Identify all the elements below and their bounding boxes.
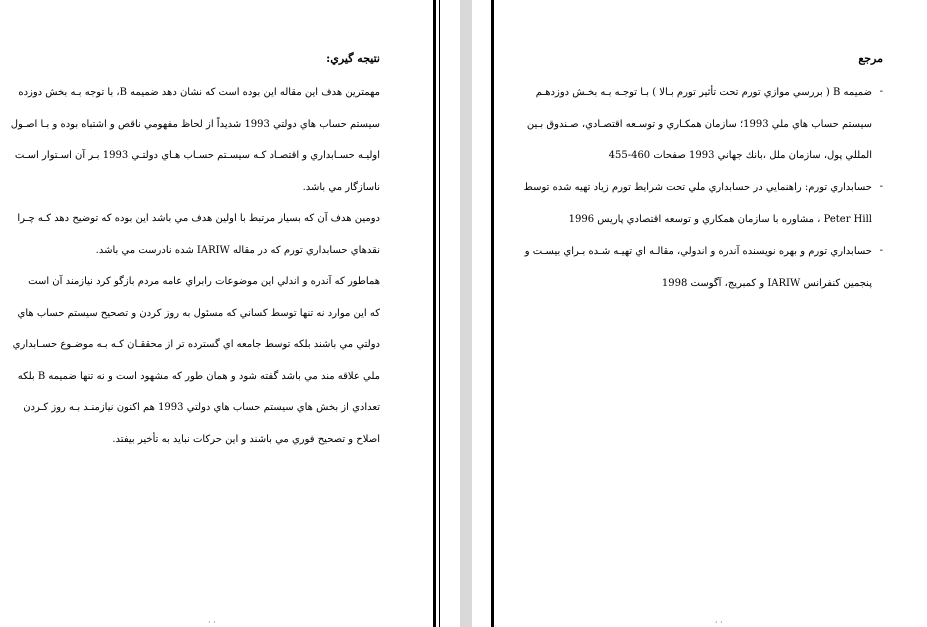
conclusion-heading: نتيجه گيري: bbox=[326, 52, 380, 65]
conclusion-line: كه اين موارد نه تنها توسط كساني كه مسئول به روز كردن و تصحيح سيستم حساب هاي bbox=[17, 307, 380, 319]
reference-item bbox=[524, 236, 872, 299]
conclusion-line: ملي علاقه مند مي باشد گفته شود و همان طور كه مشهود است و نه تنها ضميمه B بلكه bbox=[17, 370, 380, 382]
conclusion-line: هماطور كه آندره و اندلي اين موضوعات رابراي عامه مردم بازگو كرد نيازمند آن است bbox=[28, 276, 380, 287]
reference-line: سيستم حساب هاي ملي 1993؛ سازمان همكـاري و توسـعه اقتصـادي، صـندوق بـين bbox=[526, 118, 872, 130]
conclusion-line: اصلاح و تصحيح فوري مي باشند و اين حركات نبايد به تأخير بيفتد. bbox=[112, 433, 380, 445]
page-gutter bbox=[460, 0, 472, 627]
reference-bullet: - bbox=[879, 86, 883, 97]
right-page-edge bbox=[491, 0, 494, 627]
conclusion-line: دولتي مي باشند بلكه توسط جامعه اي گسترده تر از محققـان كـه بـه موضـوع حسـابداري bbox=[12, 339, 380, 350]
left-page-edge bbox=[433, 0, 436, 627]
conclusion-line: تعدادي از بخش هاي سيستم حساب هاي دولتي 1993 هم اكنون نيازمنـد بـه روز كـردن bbox=[23, 402, 380, 413]
reference-line: حسابداري تورم و بهره نويسنده آندره و اندولي، مقالـه اي تهيـه شـده بـراي بيسـت و bbox=[524, 246, 872, 257]
conclusion-line: نقدهاي حسابداري تورم كه در مقاله IARIW شده نادرست مي باشد. bbox=[95, 244, 380, 256]
conclusion-line: ناسازگار مي باشد. bbox=[302, 181, 380, 193]
page-footer-mark: · · bbox=[715, 618, 723, 627]
reference-line: Peter Hill ، مشاوره با سازمان همكاري و توسعه اقتصادي پاريس 1996 bbox=[568, 213, 872, 225]
reference-item bbox=[526, 77, 872, 172]
page-footer-mark: · · bbox=[208, 618, 216, 627]
conclusion-line: مهمترين هدف اين مقاله اين بوده است كه نشان دهد ضميمه B، با توجه بـه بخش دوزده bbox=[18, 87, 380, 98]
reference-line: ضميمه B ( بررسي موازي تورم تحت تأثير تورم بـالا ) بـا توجـه بـه بخـش دوزدهـم bbox=[535, 87, 872, 98]
conclusion-line: سيستم حساب هاي دولتي 1993 شديداً از لحاظ مفهومي ناقص و اشتباه بوده و بـا اصـول bbox=[10, 118, 380, 130]
reference-line: پنجمين كنفرانس IARIW و كمبريج، آگوست 1998 bbox=[661, 277, 872, 289]
left-page bbox=[0, 0, 432, 627]
conclusion-line: دومين هدف آن كه بسيار مرتبط با اولين هدف مي باشد اين بوده كه توضيح دهد كـه چـرا bbox=[17, 213, 380, 224]
reference-line: حسابداري تورم: راهنمايي در حسابداري ملي تحت شرايط تورم زياد تهيه شده توسط bbox=[523, 182, 872, 193]
reference-item bbox=[523, 172, 872, 235]
conclusion-line: اوليـه حسـابداري و اقتصـاد كـه سيسـتم حسـاب هـاي دولتـي 1993 بـر آن اسـتوار اسـت bbox=[14, 150, 380, 161]
reference-line: المللي پول، سازمان ملل ،بانك جهاني 1993 صفحات 460-455 bbox=[608, 150, 872, 161]
reference-bullet: - bbox=[879, 181, 883, 192]
references-heading: مرجع bbox=[858, 52, 883, 65]
right-page bbox=[497, 0, 927, 627]
reference-bullet: - bbox=[879, 245, 883, 256]
conclusion-paragraph bbox=[10, 77, 380, 455]
left-page-edge-thin bbox=[439, 0, 440, 627]
